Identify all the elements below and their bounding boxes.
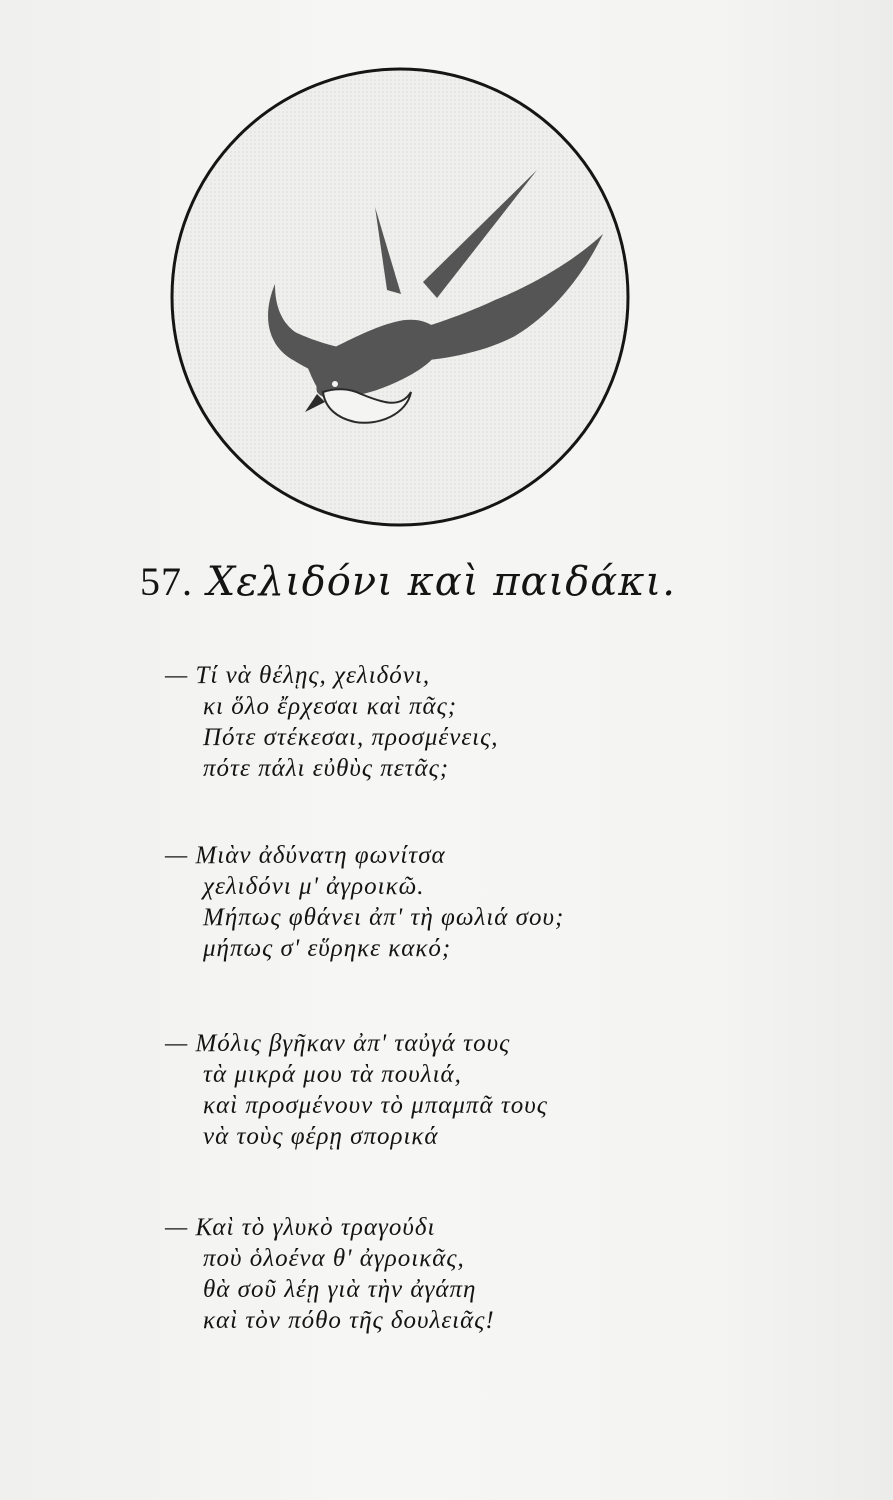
poem-line: καὶ τὸν πόθο τῆς δουλειᾶς! xyxy=(203,1307,495,1334)
poem-line: — Καὶ τὸ γλυκὸ τραγούδι xyxy=(165,1214,436,1241)
stanza-4 xyxy=(165,1212,725,1336)
poem-line: — Τί νὰ θέλῃς, χελιδόνι, xyxy=(165,662,431,689)
poem-title xyxy=(140,558,760,605)
poem-line: πότε πάλι εὐθὺς πετᾶς; xyxy=(203,755,450,782)
poem-line: τὰ μικρά μου τὰ πουλιά, xyxy=(203,1061,462,1088)
poem-line: — Μιὰν ἀδύνατη φωνίτσα xyxy=(165,842,446,869)
swallow-eye xyxy=(332,381,338,387)
poem-line: θὰ σοῦ λέῃ γιὰ τὴν ἀγάπη xyxy=(203,1276,477,1303)
poem-line: — Μόλις βγῆκαν ἀπ' ταὐγά τους xyxy=(165,1030,511,1057)
poem-title-text: Χελιδόνι καὶ παιδάκι. xyxy=(206,559,676,605)
poem-line: μήπως σ' εὕρηκε κακό; xyxy=(203,935,452,962)
poem-line: νὰ τοὺς φέρῃ σπορικά xyxy=(203,1123,439,1150)
poem-line: καὶ προσμένουν τὸ μπαμπᾶ τους xyxy=(203,1092,548,1119)
poem-line: χελιδόνι μ' ἀγροικῶ. xyxy=(203,873,425,900)
stanza-2 xyxy=(165,840,725,964)
poem-line: Μήπως φθάνει ἀπ' τὴ φωλιά σου; xyxy=(203,904,565,931)
poem-line: Πότε στέκεσαι, προσμένεις, xyxy=(203,724,499,751)
stanza-3 xyxy=(165,1028,725,1152)
poem-line: ποὺ ὁλοένα θ' ἀγροικᾶς, xyxy=(203,1245,465,1272)
poem-line: κι ὅλο ἔρχεσαι καὶ πᾶς; xyxy=(203,693,458,720)
swallow-illustration xyxy=(165,62,635,532)
poem-number: 57. xyxy=(140,559,193,604)
stanza-1 xyxy=(165,660,725,784)
